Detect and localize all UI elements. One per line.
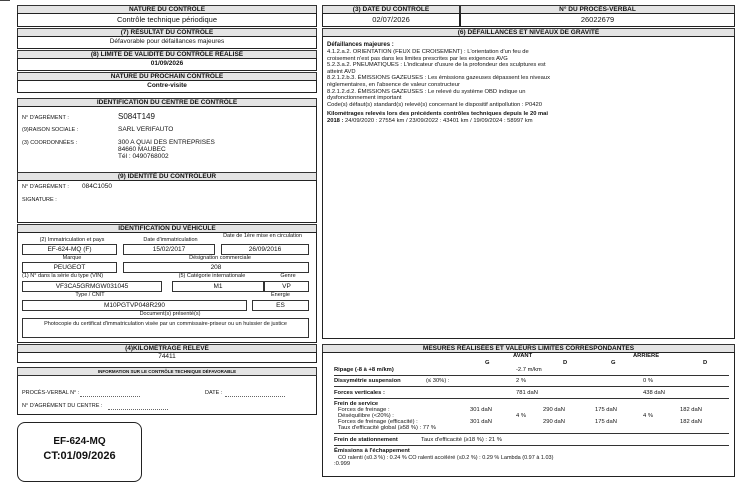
km-history-values: 24/09/2020 : 27554 km / 23/09/2022 : 43401 km / 19/09/2024 : 58997 km: [343, 118, 533, 124]
marque-value: PEUGEOT: [22, 262, 117, 273]
vehicule-header: IDENTIFICATION DU VÉHICULE: [17, 224, 317, 233]
frein-service-label: Frein de service: [334, 401, 379, 407]
centre-addr2: 84660 MAUBEC: [118, 146, 166, 153]
forces-label: Forces verticales :: [334, 390, 385, 396]
dissym-arriere: 0 %: [643, 378, 653, 384]
dissym-limit: (≤ 30%) :: [426, 378, 450, 384]
divider: [334, 433, 729, 434]
avant-d-label: D: [563, 360, 568, 366]
prochain-header: NATURE DU PROCHAIN CONTRÔLE: [17, 72, 317, 81]
km-history-heading: Kilométrages relevés lors des précédents contrôles techniques depuis le 20 mai: [327, 111, 549, 117]
energie-value: ES: [252, 300, 309, 311]
defaillance-line: dysfonctionnement important: [327, 95, 402, 102]
type-label: Type / CNIT: [75, 292, 105, 298]
km-header: (4)KILOMÉTRAGE RELEVÉ: [17, 344, 317, 353]
date-circ-value: 26/09/2016: [221, 244, 309, 255]
ff-av-g: 301 daN: [470, 407, 492, 413]
resultat-header: (7) RÉSULTAT DU CONTRÔLE: [17, 28, 317, 37]
defaillance-line: réglementaires, en l'absence de valeur constructeur: [327, 82, 460, 88]
energie-label: Énergie: [271, 292, 290, 298]
genre-label: Genre: [280, 273, 296, 279]
controleur-agrement-value: 084C1050: [82, 183, 112, 190]
km-history-year: 2018 :: [327, 118, 344, 124]
avant-label: AVANT: [513, 353, 533, 359]
arriere-label: ARRIERE: [633, 353, 660, 359]
sticker-ct-date: CT:01/09/2026: [43, 450, 116, 462]
vin-label: (1) N° dans la série du type (VIN): [22, 273, 104, 279]
forces-freinage-label: Forces de freinage :: [338, 407, 390, 413]
taux-global: Taux d'efficacité global (≥58 %) : 77 %: [338, 425, 436, 431]
deseq-avant: 4 %: [516, 413, 526, 419]
pv-value: 26022679: [580, 15, 615, 24]
designation-label: Désignation commerciale: [189, 255, 251, 261]
fe-ar-g: 175 daN: [595, 419, 617, 425]
fe-av-d: 290 daN: [543, 419, 565, 425]
defaillances-header: (6) DÉFAILLANCES ET NIVEAUX DE GRAVITÉ: [322, 28, 735, 37]
km-value: 74411: [158, 353, 176, 360]
pv-header: N° DU PROCÈS-VERBAL: [460, 5, 735, 14]
km-history-line: [327, 118, 533, 124]
info-date-label: DATE :: [205, 390, 223, 396]
designation-value: 208: [123, 262, 309, 273]
centre-raison-label: (9)RAISON SOCIALE :: [22, 127, 79, 133]
date-controle-value: 02/07/2026: [372, 15, 410, 24]
controleur-agrement-label: N° D'AGRÉMENT :: [22, 184, 69, 190]
date-circ-label: Date de 1ère mise en circulation: [223, 233, 302, 239]
controleur-signature-label: SIGNATURE :: [22, 197, 57, 203]
deseq-arriere: 4 %: [643, 413, 653, 419]
date-immat-label: Date d'immatriculation: [143, 237, 198, 243]
centre-raison-value: SARL VERIFAUTO: [118, 126, 174, 133]
forces-avant: 781 daN: [516, 390, 538, 396]
info-date-line: [225, 396, 285, 397]
arriere-d-label: D: [703, 360, 708, 366]
emissions-label: Émissions à l'échappement: [334, 448, 410, 454]
categorie-value: M1: [172, 281, 264, 292]
vin-value: VF3CA5GRMGW031045: [22, 281, 162, 292]
divider: [334, 386, 729, 387]
ff-ar-g: 175 daN: [595, 407, 617, 413]
date-controle-header: (3) DATE DU CONTRÔLE: [322, 5, 460, 14]
genre-value: VP: [264, 281, 309, 292]
categorie-label: (5) Catégorie internationale: [178, 273, 246, 279]
marque-label: Marque: [62, 255, 82, 261]
top-edge: [0, 0, 10, 3]
nature-controle-value: Contrôle technique périodique: [116, 15, 218, 24]
lambda-value: :0.999: [334, 461, 351, 467]
fe-av-g: 301 daN: [470, 419, 492, 425]
info-agrement-label: N° D'AGRÉMENT DU CENTRE :: [22, 403, 103, 409]
centre-tel: Tél : 0490768002: [118, 153, 169, 160]
info-agrement-line: [108, 409, 168, 410]
mesures-header: MESURES RÉALISÉES ET VALEURS LIMITES CORRESPONDANTES: [322, 344, 735, 353]
prochain-value: Contre-visite: [147, 82, 187, 89]
dissym-label: Dissymétrie suspension: [334, 378, 401, 384]
controleur-header: (9) IDENTITÉ DU CONTRÔLEUR: [17, 172, 317, 181]
nature-controle-header: NATURE DU CONTRÔLE: [17, 5, 317, 14]
divider: [334, 375, 729, 376]
defaillances-heading: Défaillances majeures :: [327, 42, 394, 48]
forces-arriere: 438 daN: [643, 390, 665, 396]
centre-agrement-value: S084T149: [118, 112, 155, 121]
defaillance-line: atteint AVD: [327, 68, 356, 75]
stationnement-value: Taux d'efficacité (≥18 %) : 21 %: [421, 437, 502, 443]
forces-eff-label: Forces de freinage (efficacité) :: [338, 419, 418, 425]
immat-label: (2) Immatriculation et pays: [39, 237, 105, 243]
centre-coord-label: (3) COORDONNÉES :: [22, 140, 78, 146]
defaillance-line: 8.2.1.2.b.3. ÉMISSIONS GAZEUSES : Les émissions gazeuses dépassent les niveaux: [327, 75, 550, 82]
limite-header: (8) LIMITE DE VALIDITÉ DU CONTRÔLE RÉALISÉ: [17, 50, 317, 59]
centre-agrement-label: N° D'AGRÉMENT :: [22, 115, 69, 121]
defaillance-line: 5.2.3.a.2. PNEUMATIQUES : L'indicateur d'usure de la profondeur des sculptures est: [327, 62, 546, 69]
defaillance-line: Code(s) défaut(s) standard(s) relevé(s) concernant le dispositif antipollution : P0420: [327, 101, 542, 108]
immat-value: EF-624-MQ (F): [22, 244, 117, 255]
centre-addr1: 300 A QUAI DES ENTREPRISES: [118, 139, 215, 146]
docs-value: Photocopie du certificat d'immatriculation visée par un commissaire-priseur ou un huissier de justice: [22, 318, 309, 338]
defaillance-line: 4.1.2.a.2. ORIENTATION (FEUX DE CROISEMENT) : L'orientation d'un feu de: [327, 49, 529, 55]
emissions-line: CO ralenti (≤0.3 %) : 0.24 % CO ralenti accéléré (≤0.2 %) : 0.29 % Lambda (0.97 à 1.03): [338, 455, 554, 461]
docs-label: Document(s) présenté(s): [139, 311, 201, 317]
desequilibre-label: Déséquilibre (<20%) :: [338, 413, 394, 419]
defaillance-line: 8.2.1.2.d.2. ÉMISSIONS GAZEUSES : Le relevé du système OBD indique un: [327, 88, 526, 95]
info-header: INFORMATION SUR LE CONTRÔLE TECHNIQUE DÉFAVORABLE: [17, 367, 317, 376]
resultat-value: Défavorable pour défaillances majeures: [109, 38, 225, 45]
ripage-label: Ripage (-8 à +8 m/km): [334, 367, 394, 373]
arriere-g-label: G: [611, 360, 616, 366]
stationnement-label: Frein de stationnement: [334, 437, 398, 443]
defaillance-line: croisement n'est pas dans les limites prescrites par les exigences AVG: [327, 55, 508, 62]
type-value: M10PGTVP048R290: [22, 300, 247, 311]
centre-header: IDENTIFICATION DU CENTRE DE CONTRÔLE: [17, 98, 317, 107]
date-immat-value: 15/02/2017: [123, 244, 215, 255]
limite-value: 01/09/2026: [150, 60, 184, 67]
info-pv-label: PROCÈS-VERBAL N° :: [22, 390, 80, 396]
ff-ar-d: 182 daN: [680, 407, 702, 413]
info-pv-line: [80, 396, 140, 397]
divider: [334, 398, 729, 399]
avant-g-label: G: [485, 360, 490, 366]
sticker-plate: EF-624-MQ: [53, 436, 106, 447]
divider: [334, 445, 729, 446]
ff-av-d: 290 daN: [543, 407, 565, 413]
ripage-value: -2.7 m/km: [516, 367, 542, 373]
fe-ar-d: 182 daN: [680, 419, 702, 425]
dissym-avant: 2 %: [516, 378, 526, 384]
